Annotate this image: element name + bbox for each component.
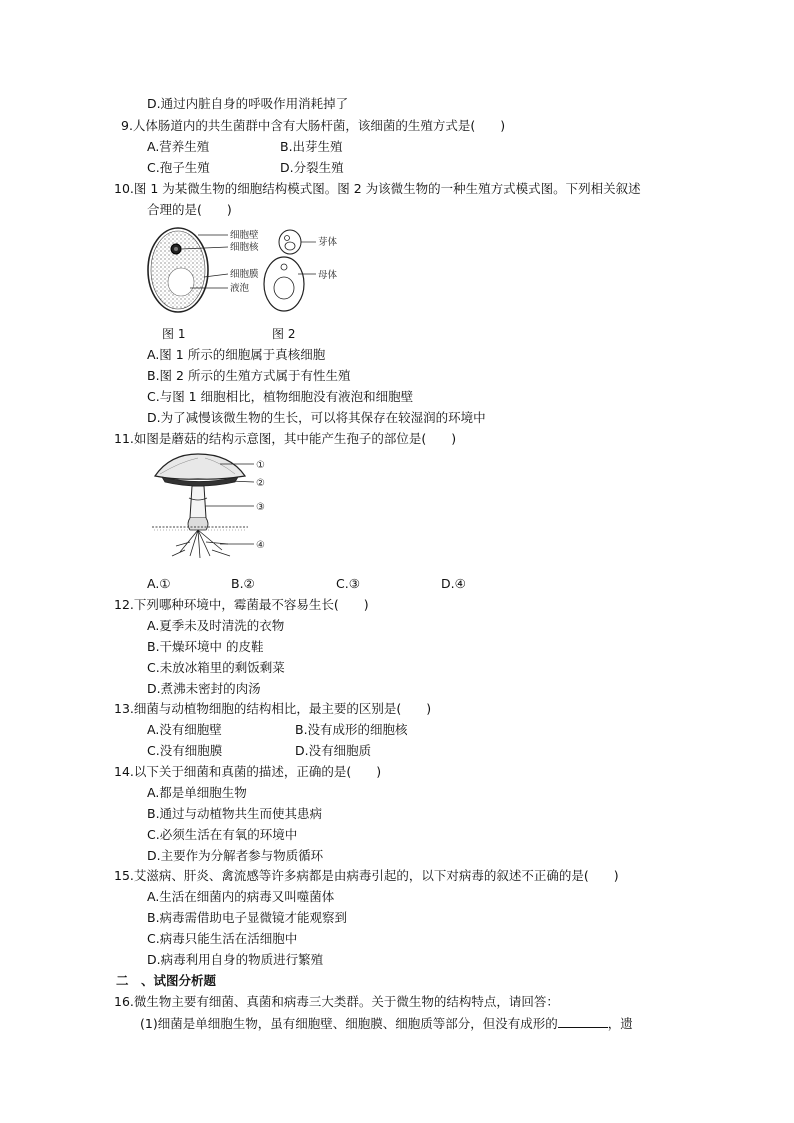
q16-answer-blank[interactable] (558, 1015, 608, 1028)
q16-stem: 16.微生物主要有细菌、真菌和病毒三大类群。关于微生物的结构特点，请回答： (114, 994, 559, 1009)
fig2-caption: 图 2 (272, 327, 296, 341)
q12-option-a: A.夏季未及时清洗的衣物 (147, 618, 285, 633)
mushroom-label-4: ④ (256, 540, 265, 551)
mushroom-label-1: ① (256, 460, 265, 471)
q9-option-c: C.孢子生殖 (147, 160, 210, 175)
q12-stem: 12.下列哪种环境中，霉菌最不容易生长( ) (114, 597, 369, 612)
q10-option-c: C.与图 1 细胞相比，植物细胞没有液泡和细胞壁 (147, 389, 414, 404)
q13-option-c: C.没有细胞膜 (147, 743, 223, 758)
q11-mushroom-figure (150, 452, 280, 567)
q16-sub1 (140, 1015, 633, 1032)
mushroom-label-2: ② (256, 478, 265, 489)
q16-sub1-tail: ，遗 (607, 1016, 633, 1031)
q10-option-a: A.图 1 所示的细胞属于真核细胞 (147, 347, 326, 362)
q15-option-c: C.病毒只能生活在活细胞中 (147, 931, 298, 946)
q10-option-b: B.图 2 所示的生殖方式属于有性生殖 (147, 368, 351, 383)
label-vacuole: 液泡 (230, 283, 250, 294)
q16-sub1-text: (1)细菌是单细胞生物，虽有细胞壁、细胞膜、细胞质等部分，但没有成形的 (140, 1016, 558, 1031)
q9-option-a: A.营养生殖 (147, 139, 210, 154)
q12-option-d: D.煮沸未密封的肉汤 (147, 681, 261, 696)
q9-option-d: D.分裂生殖 (280, 160, 344, 175)
q11-option-b: B.② (231, 576, 255, 591)
mushroom-label-3: ③ (256, 502, 265, 513)
q13-option-d: D.没有细胞质 (295, 743, 372, 758)
q11-stem: 11.如图是蘑菇的结构示意图，其中能产生孢子的部位是( ) (114, 431, 457, 446)
q8-option-d: D.通过内脏自身的呼吸作用消耗掉了 (147, 96, 349, 111)
label-bud: 芽体 (318, 237, 338, 248)
q14-stem: 14.以下关于细菌和真菌的描述，正确的是( ) (114, 764, 382, 779)
label-mother-cell: 母体 (318, 270, 338, 281)
label-cell-membrane: 细胞膜 (230, 269, 259, 280)
q13-option-a: A.没有细胞壁 (147, 722, 222, 737)
fig1-caption: 图 1 (162, 327, 186, 341)
q9-stem: 9.人体肠道内的共生菌群中含有大肠杆菌，该细菌的生殖方式是( ) (121, 118, 506, 133)
q9-option-b: B.出芽生殖 (280, 139, 343, 154)
q14-option-b: B.通过与动植物共生而使其患病 (147, 806, 323, 821)
label-nucleus: 细胞核 (230, 242, 259, 253)
fig1-yeast-cell (148, 228, 208, 312)
label-cell-wall: 细胞壁 (230, 230, 259, 241)
q15-stem: 15.艾滋病、肝炎、禽流感等许多病都是由病毒引起的，以下对病毒的叙述不正确的是( ) (114, 868, 619, 883)
q13-option-b: B.没有成形的细胞核 (295, 722, 408, 737)
q10-option-d: D.为了减慢该微生物的生长，可以将其保存在较湿润的环境中 (147, 410, 486, 425)
q10-stem-line1: 10.图 1 为某微生物的细胞结构模式图。图 2 为该微生物的一种生殖方式模式图。下列相关叙述 (114, 181, 641, 196)
q11-option-d: D.④ (441, 576, 466, 591)
q15-option-d: D.病毒利用自身的物质进行繁殖 (147, 952, 324, 967)
q10-figure (140, 222, 360, 347)
q15-option-a: A.生活在细菌内的病毒又叫噬菌体 (147, 889, 335, 904)
q14-option-d: D.主要作为分解者参与物质循环 (147, 848, 324, 863)
q14-option-c: C.必须生活在有氧的环境中 (147, 827, 298, 842)
q11-option-c: C.③ (336, 576, 360, 591)
q14-option-a: A.都是单细胞生物 (147, 785, 247, 800)
section-title: 二 、试图分析题 (116, 973, 217, 988)
q11-option-a: A.① (147, 576, 171, 591)
q12-option-c: C.未放冰箱里的剩饭剩菜 (147, 660, 285, 675)
q15-option-b: B.病毒需借助电子显微镜才能观察到 (147, 910, 348, 925)
q13-stem: 13.细菌与动植物细胞的结构相比，最主要的区别是( ) (114, 701, 432, 716)
q12-option-b: B.干燥环境中 的皮鞋 (147, 639, 264, 654)
fig2-budding-cell (264, 230, 304, 311)
q10-stem-line2: 合理的是( ) (147, 202, 232, 217)
